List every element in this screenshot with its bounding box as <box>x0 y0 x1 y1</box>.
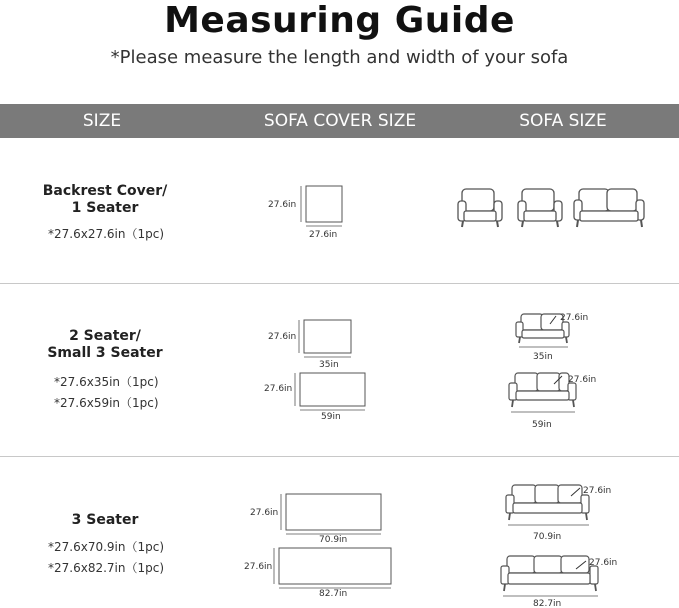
sofa-three-seater-illustration <box>506 485 611 542</box>
size-name-line: Small 3 Seater <box>47 345 163 361</box>
cover-width-label: 82.7in <box>319 589 348 599</box>
sofa-height-label: 27.6in <box>568 375 597 385</box>
cover-diagram <box>268 186 342 240</box>
size-name-line: 2 Seater/ <box>69 328 141 344</box>
page-title: Measuring Guide <box>164 0 515 41</box>
header-sofa-size: SOFA SIZE <box>519 111 607 131</box>
sofa-height-label: 27.6in <box>589 558 618 568</box>
sofa-loveseat-illustration <box>574 189 644 227</box>
cover-height-label: 27.6in <box>244 562 273 572</box>
cover-width-label: 59in <box>321 412 341 422</box>
page-subtitle: *Please measure the length and width of your sofa <box>110 47 569 68</box>
cover-width-label: 35in <box>319 360 339 370</box>
sofa-width-label: 70.9in <box>533 532 562 542</box>
header-cover-size: SOFA COVER SIZE <box>263 111 417 131</box>
cover-diagram <box>244 548 391 599</box>
size-spec: *27.6x35in（1pc) <box>54 375 159 389</box>
cover-height-label: 27.6in <box>268 200 297 210</box>
cover-diagram <box>250 494 381 545</box>
size-name-line: 1 Seater <box>71 200 139 216</box>
sofa-small-three-seater-illustration <box>509 373 596 430</box>
size-spec: *27.6x70.9in（1pc) <box>48 540 165 554</box>
sofa-width-label: 35in <box>533 352 553 362</box>
cover-height-label: 27.6in <box>264 384 293 394</box>
cover-width-label: 70.9in <box>319 535 348 545</box>
cover-height-label: 27.6in <box>250 508 279 518</box>
size-spec: *27.6x82.7in（1pc) <box>48 561 165 575</box>
sofa-loveseat-illustration <box>516 313 588 362</box>
sofa-height-label: 27.6in <box>560 313 589 323</box>
size-spec: *27.6x59in（1pc) <box>54 396 159 410</box>
sofa-large-three-seater-illustration <box>501 556 617 608</box>
size-name-line: 3 Seater <box>71 512 139 528</box>
cover-diagram <box>268 320 351 370</box>
sofa-armchair-illustration <box>458 189 502 227</box>
size-spec: *27.6x27.6in（1pc) <box>48 227 165 241</box>
sofa-width-label: 59in <box>532 420 552 430</box>
cover-height-label: 27.6in <box>268 332 297 342</box>
size-name-line: Backrest Cover/ <box>42 183 168 199</box>
sofa-chair-illustration <box>518 189 562 227</box>
cover-diagram <box>264 373 365 422</box>
sofa-width-label: 82.7in <box>533 599 562 608</box>
sofa-height-label: 27.6in <box>583 486 612 496</box>
header-size: SIZE <box>82 111 122 131</box>
cover-width-label: 27.6in <box>309 230 338 240</box>
